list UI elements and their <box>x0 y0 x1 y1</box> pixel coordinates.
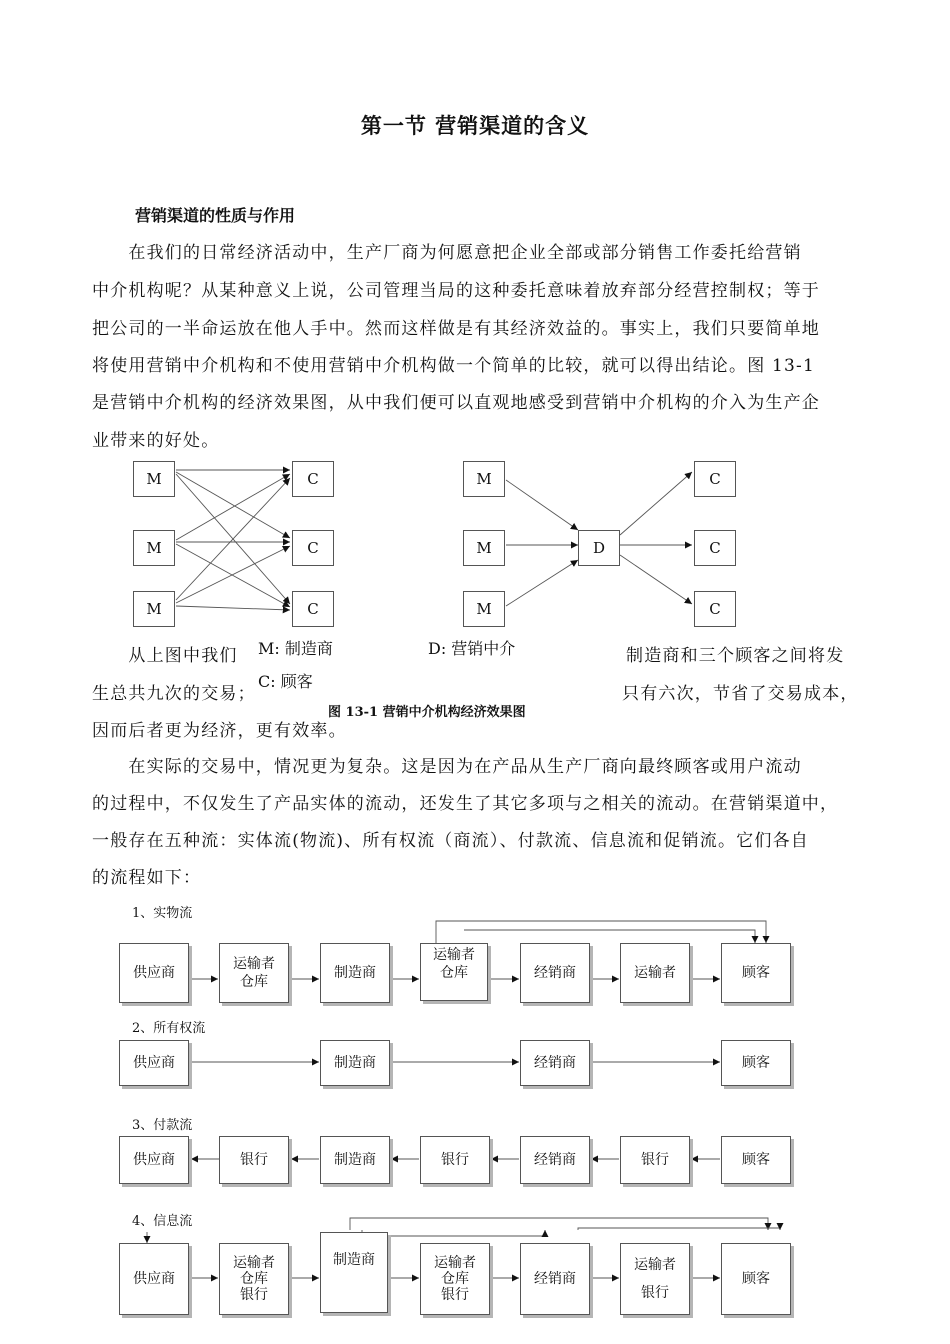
paragraph2-line2-right: 只有六次，节省了交易成本， <box>622 684 859 704</box>
customer-box: C <box>292 591 334 627</box>
flow-node <box>119 1136 189 1184</box>
legend-manufacturer: M: 制造商 <box>258 634 339 661</box>
customer-box: C <box>694 530 736 566</box>
paragraph2-line3: 因而后者更为经济，更有效率。 <box>92 721 347 741</box>
flow-node-label: 运输者 仓库 <box>433 947 475 981</box>
paragraph1-line: 将使用营销中介机构和不使用营销中介机构做一个简单的比较，就可以得出结论。图 13-1 <box>92 356 815 376</box>
flow-node <box>721 1243 791 1315</box>
flow-node-label: 运输者 仓库 银行 <box>233 1255 275 1303</box>
manufacturer-box: M <box>133 461 175 497</box>
flow-node <box>320 1232 388 1313</box>
flow-node-label: 银行 <box>240 1152 268 1168</box>
legend-intermediary: D: 营销中介 <box>428 634 521 661</box>
flow-node <box>320 1136 390 1184</box>
flow-node-label: 经销商 <box>534 1055 576 1071</box>
paragraph1-line: 在我们的日常经济活动中，生产厂商为何愿意把企业全部或部分销售工作委托给营销 <box>92 243 802 263</box>
paragraph1-line: 业带来的好处。 <box>92 431 220 451</box>
flow-node-label: 运输者 仓库 <box>233 956 275 990</box>
paragraph3-line: 的流程如下： <box>92 868 202 888</box>
flow-node <box>219 1136 289 1184</box>
flow-node <box>320 1040 390 1086</box>
manufacturer-box: M <box>133 591 175 627</box>
flow-node-label: 制造商 <box>334 1152 376 1168</box>
subheading: 营销渠道的性质与作用 <box>135 206 296 225</box>
flow-node <box>620 1243 690 1315</box>
manufacturer-box: M <box>133 530 175 566</box>
flow-node-label: 顾客 <box>742 1271 770 1287</box>
flow-node-label: 顾客 <box>742 1055 770 1071</box>
flow-node <box>119 1040 189 1086</box>
flow-node <box>721 943 791 1003</box>
customer-box: C <box>292 461 334 497</box>
flow-node <box>219 1243 289 1315</box>
figure-caption: 图 13-1 营销中介机构经济效果图 <box>328 700 534 721</box>
flow-label-ownership: 2、所有权流 <box>132 1021 206 1036</box>
flow-node-label: 运输者 仓库 银行 <box>434 1255 476 1303</box>
flow-node-label: 供应商 <box>133 1271 175 1287</box>
flow-node-label: 银行 <box>441 1152 469 1168</box>
intermediary-box: D <box>578 530 620 566</box>
manufacturer-box: M <box>463 530 505 566</box>
paragraph2-line2-left: 生总共九次的交易； <box>92 684 256 704</box>
page-title: 第一节 营销渠道的含义 <box>360 114 590 138</box>
flow-node-label: 经销商 <box>534 965 576 981</box>
flow-node <box>420 1243 490 1315</box>
flow-label-payment: 3、付款流 <box>132 1118 193 1133</box>
flow-node <box>219 943 289 1003</box>
flow-node <box>520 1136 590 1184</box>
flow-node <box>520 1040 590 1086</box>
flow-node-label: 经销商 <box>534 1271 576 1287</box>
flow-node <box>320 943 390 1003</box>
customer-box: C <box>694 591 736 627</box>
flow-node-label: 运输者 银行 <box>634 1257 676 1301</box>
flow-label-physical: 1、实物流 <box>132 906 193 921</box>
flow-node <box>520 943 590 1003</box>
flow-node-label: 制造商 <box>334 965 376 981</box>
paragraph1-line: 把公司的一半命运放在他人手中。然而这样做是有其经济效益的。事实上，我们只要简单地 <box>92 319 820 339</box>
paragraph3-line: 在实际的交易中，情况更为复杂。这是因为在产品从生产厂商向最终顾客或用户流动 <box>92 757 802 777</box>
flow-node <box>119 943 189 1003</box>
paragraph2-line1-left: 从上图中我们 <box>92 646 238 666</box>
flow-node-label: 银行 <box>641 1152 669 1168</box>
paragraph1-line: 中介机构呢？从某种意义上说，公司管理当局的这种委托意味着放弃部分经营控制权；等于 <box>92 281 820 301</box>
flow-node <box>721 1040 791 1086</box>
manufacturer-box: M <box>463 591 505 627</box>
flow-node <box>420 1136 490 1184</box>
flow-node-label: 顾客 <box>742 965 770 981</box>
flow-node-label: 顾客 <box>742 1152 770 1168</box>
manufacturer-box: M <box>463 461 505 497</box>
legend-customer: C: 顾客 <box>258 667 319 694</box>
flow-node-label: 供应商 <box>133 965 175 981</box>
flow-node <box>721 1136 791 1184</box>
flow-node <box>520 1243 590 1315</box>
customer-box: C <box>292 530 334 566</box>
flow-node-label: 运输者 <box>634 965 676 981</box>
paragraph1-line: 是营销中介机构的经济效果图，从中我们便可以直观地感受到营销中介机构的介入为生产企 <box>92 393 820 413</box>
flow-node-label: 供应商 <box>133 1152 175 1168</box>
paragraph2-line1-right: 制造商和三个顾客之间将发 <box>626 646 845 666</box>
flow-node-label: 制造商 <box>333 1252 375 1268</box>
flow-node-label: 经销商 <box>534 1152 576 1168</box>
customer-box: C <box>694 461 736 497</box>
flow-node <box>620 1136 690 1184</box>
flow-label-information: 4、信息流 <box>132 1214 193 1229</box>
flow-node-label: 供应商 <box>133 1055 175 1071</box>
flow-node <box>420 943 488 1001</box>
paragraph3-line: 一般存在五种流：实体流(物流)、所有权流（商流）、付款流、信息流和促销流。它们各自 <box>92 831 809 851</box>
flow-node <box>620 943 690 1003</box>
flow-node <box>119 1243 189 1315</box>
flow-node-label: 制造商 <box>334 1055 376 1071</box>
paragraph3-line: 的过程中，不仅发生了产品实体的流动，还发生了其它多项与之相关的流动。在营销渠道中， <box>92 794 839 814</box>
